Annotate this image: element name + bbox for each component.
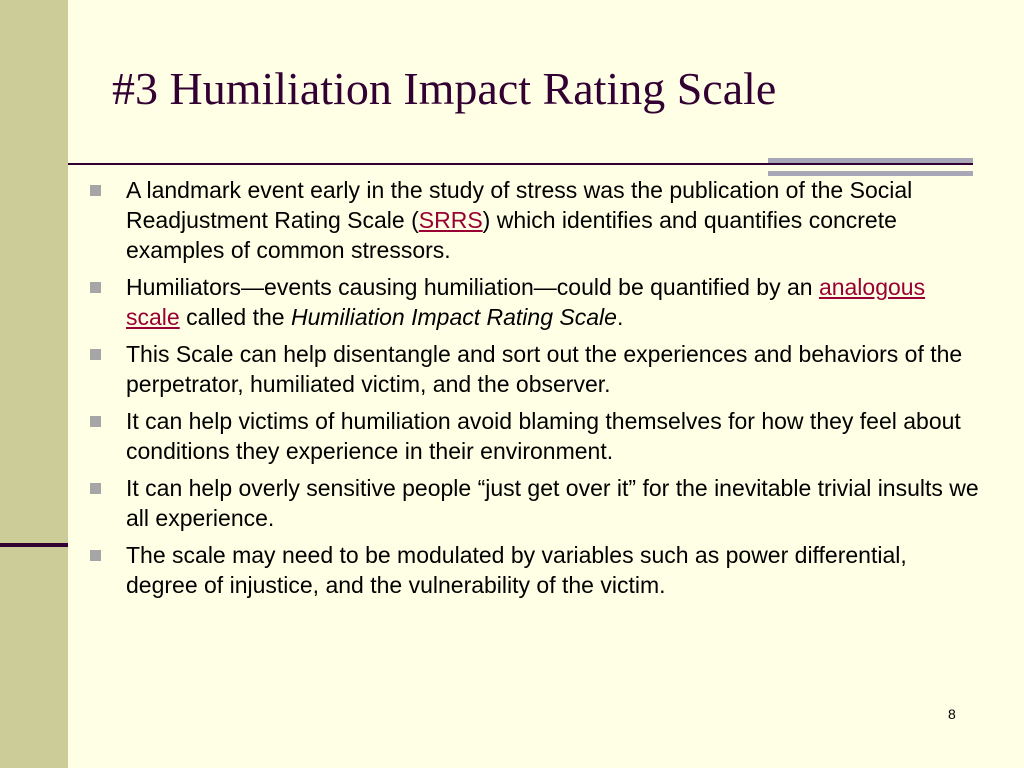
scale-name-italic: Humiliation Impact Rating Scale (290, 304, 617, 330)
square-bullet-icon (90, 483, 101, 494)
square-bullet-icon (90, 282, 101, 293)
srrs-link[interactable]: SRRS (418, 207, 483, 233)
bullet-text: Humiliators—events causing humiliation—could be quantified by an (126, 274, 819, 300)
bullet-text: ) which identifies and quantifies concrete examples of common stressors. (126, 207, 897, 263)
bullet-item-victims (89, 406, 984, 466)
title-accent-bars (768, 158, 973, 176)
bullet-item-disentangle (89, 339, 984, 399)
slide-number: 8 (948, 706, 956, 722)
square-bullet-icon (90, 550, 101, 561)
analogous-scale-link[interactable]: analogous scale (126, 274, 926, 330)
square-bullet-icon (90, 349, 101, 360)
bullet-list (89, 175, 984, 607)
bullet-item-modulated (89, 540, 984, 600)
square-bullet-icon (90, 416, 101, 427)
left-band-rule (0, 543, 68, 547)
bullet-text: . (616, 304, 624, 330)
bullet-text: This Scale can help disentangle and sort out the experiences and behaviors of the perpetrator, humiliated victim, and the observer. (126, 341, 963, 397)
bullet-item-sensitive-people (89, 473, 984, 533)
bullet-text: A landmark event early in the study of stress was the publication of the Social Readjustment Rating Scale ( (126, 177, 913, 233)
bullet-text: The scale may need to be modulated by variables such as power differential, degree of injustice, and the vulnerability of the victim. (126, 542, 907, 598)
left-decorative-band (0, 0, 68, 768)
bullet-text: It can help overly sensitive people “just get over it” for the inevitable trivial insults we all experience. (126, 475, 979, 531)
accent-bar-top (768, 158, 973, 163)
bullet-text: called the (179, 304, 291, 330)
bullet-item-humiliators (89, 272, 984, 332)
square-bullet-icon (90, 185, 101, 196)
slide-title: #3 Humiliation Impact Rating Scale (112, 63, 777, 114)
bullet-item-srrs (89, 175, 984, 265)
bullet-text: It can help victims of humiliation avoid blaming themselves for how they feel about conditions they experience in their environment. (126, 408, 961, 464)
